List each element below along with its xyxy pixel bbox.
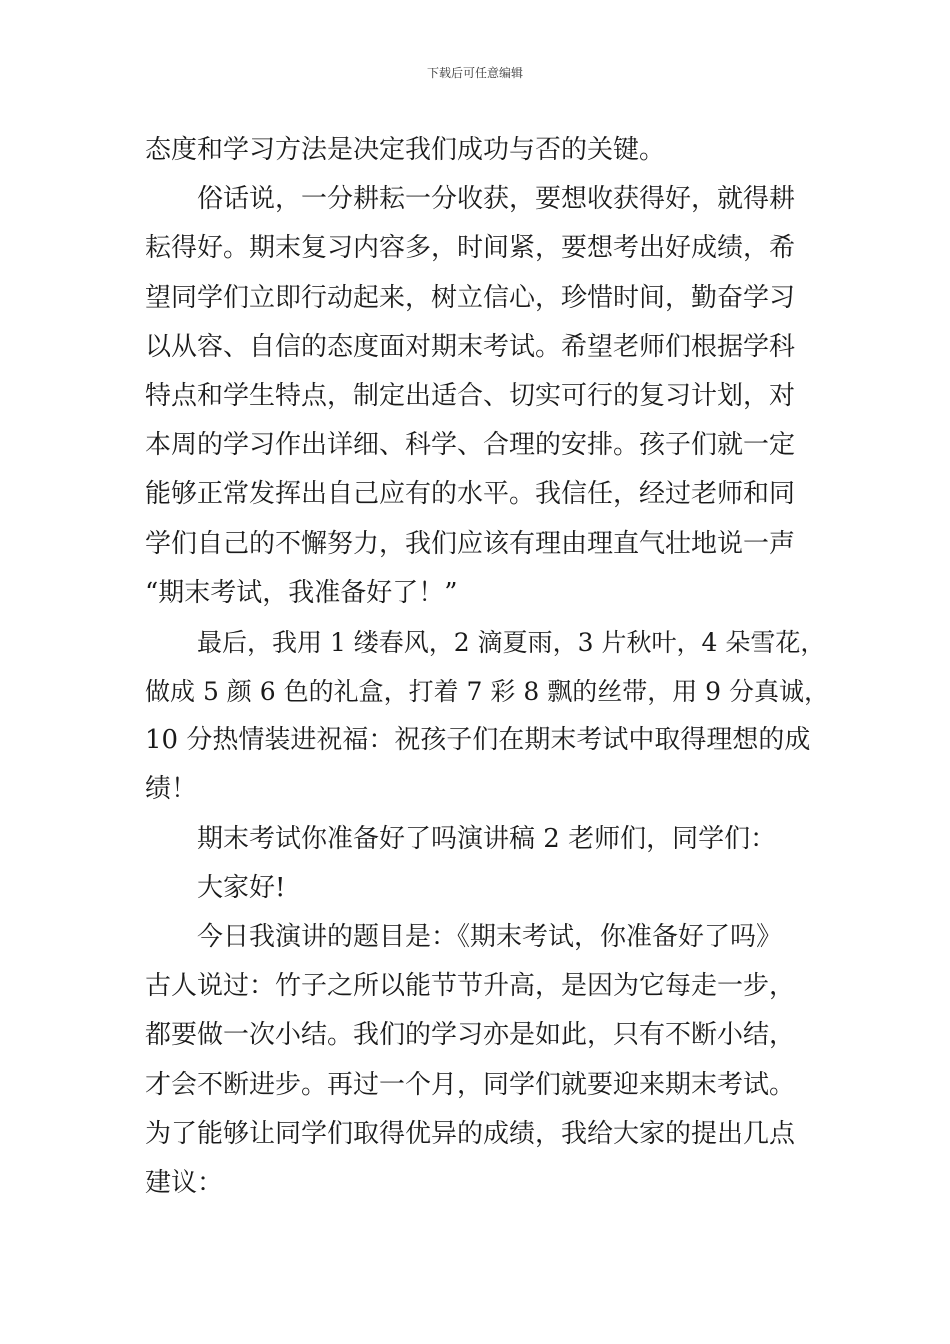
text-line: 绩！ — [145, 774, 198, 805]
text-line: 古人说过：竹子之所以能节节升高，是因为它每走一步， — [145, 971, 796, 1002]
text-line: 建议： — [145, 1167, 224, 1198]
page-header: 下载后可任意编辑 — [426, 66, 523, 80]
text-line: 能够正常发挥出自己应有的水平。我信任，经过老师和同 — [145, 479, 796, 510]
text-line: 大家好! — [197, 872, 286, 903]
text-line: 做成 5 颜 6 色的礼盒，打着 7 彩 8 飘的丝带，用 9 分真诚， — [145, 677, 829, 707]
text-line: 特点和学生特点，制定出适合、切实可行的复习计划，对 — [145, 380, 796, 411]
text-line: 为了能够让同学们取得优异的成绩，我给大家的提出几点 — [145, 1118, 796, 1149]
text-line: 期末考试你准备好了吗演讲稿 2 老师们，同学们： — [197, 823, 777, 854]
text-line: 本周的学习作出详细、科学、合理的安排。孩子们就一定 — [145, 430, 796, 461]
text-line: 都要做一次小结。我们的学习亦是如此，只有不断小结， — [145, 1020, 796, 1051]
text-line: 望同学们立即行动起来，树立信心，珍惜时间，勤奋学习 — [145, 282, 796, 313]
text-line: 才会不断进步。再过一个月，同学们就要迎来期末考试。 — [145, 1069, 796, 1100]
text-line: 耘得好。期末复习内容多，时间紧，要想考出好成绩，希 — [145, 233, 796, 264]
text-line: 俗话说，一分耕耘一分收获，要想收获得好，就得耕 — [197, 184, 796, 215]
text-line: 以从容、自信的态度面对期末考试。希望老师们根据学科 — [145, 331, 796, 362]
text-line: 态度和学习方法是决定我们成功与否的关键。 — [145, 135, 666, 165]
body-text — [145, 126, 833, 1208]
text-line: 10 分热情装进祝福：祝孩子们在期末考试中取得理想的成 — [145, 725, 811, 756]
text-line: 学们自己的不懈努力，我们应该有理由理直气壮地说一声 — [145, 528, 796, 559]
text-line: 最后，我用 1 缕春风，2 滴夏雨，3 片秋叶，4 朵雪花， — [197, 627, 826, 657]
text-line: 今日我演讲的题目是：《期末考试，你准备好了吗》 — [197, 922, 783, 952]
text-line: “期末考试，我准备好了！” — [145, 577, 458, 608]
